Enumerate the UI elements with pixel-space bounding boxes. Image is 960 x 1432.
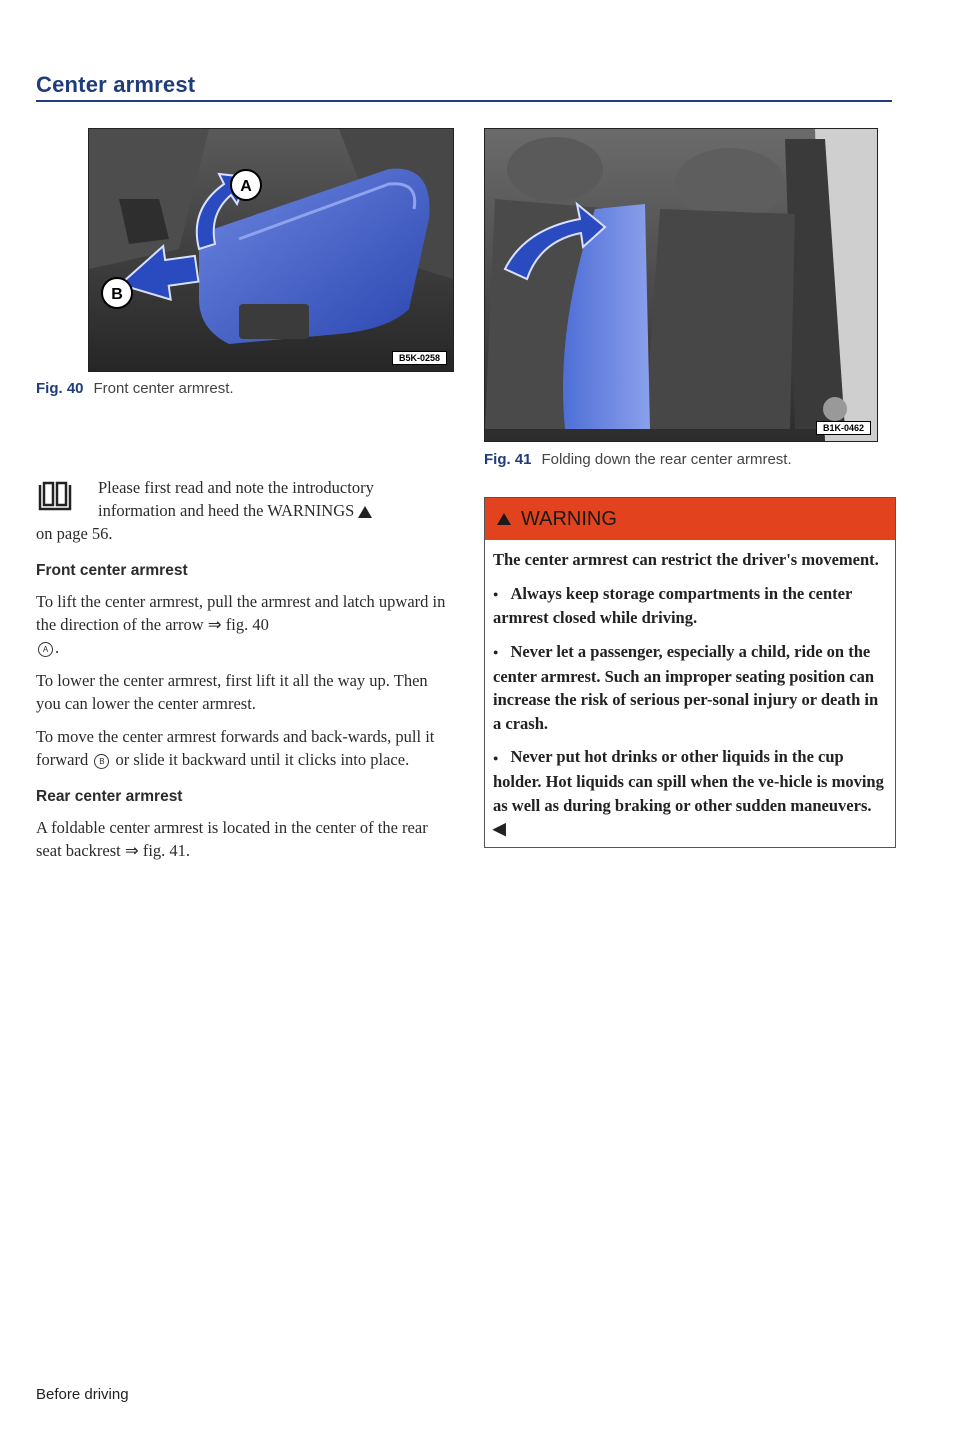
front-armrest-heading: Front center armrest bbox=[36, 562, 188, 579]
front-paragraph-1-text: To lift the center armrest, pull the armrest and latch upward in the direction of the arrow ⇒ fig. 40 bbox=[36, 592, 446, 634]
figure-41-caption bbox=[484, 451, 792, 468]
warning-triangle-icon bbox=[358, 506, 372, 518]
front-armrest-illustration bbox=[89, 129, 453, 371]
warning-bullet-2: ● Never let a passenger, especially a child, ride on the center armrest. Such an improper seating position can increase the risk of serious per-sonal injury or death in a crash. bbox=[493, 640, 887, 735]
figure-40-caption-text: Front center armrest. bbox=[93, 380, 234, 397]
page-title: Center armrest bbox=[36, 72, 196, 97]
front-paragraph-2: To lower the center armrest, first lift it all the way up. Then you can lower the center armrest. bbox=[36, 671, 428, 713]
callout-a-ref: A bbox=[38, 642, 53, 657]
callout-a-label: A bbox=[240, 178, 252, 195]
figure-41-image bbox=[484, 128, 878, 442]
warning-header bbox=[485, 498, 895, 540]
title-divider bbox=[36, 100, 892, 102]
rear-paragraph-1: A foldable center armrest is located in the center of the rear seat backrest ⇒ fig. 41. bbox=[36, 818, 428, 860]
warning-intro: The center armrest can restrict the driver's movement. bbox=[493, 550, 879, 569]
warning-body bbox=[485, 540, 895, 847]
left-column-text bbox=[36, 476, 454, 872]
front-paragraph-3 bbox=[36, 725, 454, 771]
intro-line-2 bbox=[36, 499, 454, 522]
front-paragraph-3b: or slide it backward until it clicks into place. bbox=[115, 750, 410, 769]
callout-b-ref: B bbox=[94, 754, 109, 769]
rear-armrest-heading: Rear center armrest bbox=[36, 788, 183, 805]
figure-40-number: Fig. 40 bbox=[36, 380, 84, 397]
figure-41-number: Fig. 41 bbox=[484, 451, 532, 468]
warning-bullet-1: ● Always keep storage compartments in the center armrest closed while driving. bbox=[493, 582, 887, 630]
intro-line-2-text: information and heed the WARNINGS bbox=[98, 501, 355, 520]
front-paragraph-3a: To move the center armrest forwards and back-wards, pull it forward bbox=[36, 727, 435, 769]
warning-header-icon bbox=[497, 513, 511, 525]
figure-40-code: B5K-0258 bbox=[392, 351, 447, 365]
warning-box bbox=[484, 497, 896, 848]
figure-40-image bbox=[88, 128, 454, 372]
callout-b-label: B bbox=[111, 286, 123, 303]
page-footer: Before driving bbox=[36, 1386, 129, 1403]
figure-40-caption bbox=[36, 380, 234, 397]
intro-line-3: on page 56. bbox=[36, 524, 113, 543]
warning-title: WARNING bbox=[521, 507, 617, 530]
intro-line-1: Please first read and note the introductory bbox=[98, 478, 374, 497]
front-paragraph-1: To lift the center armrest, pull the armrest and latch upward in the direction of the arrow ⇒ fig. 40 A . bbox=[36, 592, 446, 657]
figure-41-code: B1K-0462 bbox=[816, 421, 871, 435]
rear-armrest-illustration bbox=[485, 129, 877, 441]
figure-41-caption-text: Folding down the rear center armrest. bbox=[541, 451, 792, 468]
warning-bullet-3: ● Never put hot drinks or other liquids in the cup holder. Hot liquids can spill when the ve-hicle is moving as well as during braking or other sudden maneuvers. ◀ bbox=[493, 745, 887, 840]
